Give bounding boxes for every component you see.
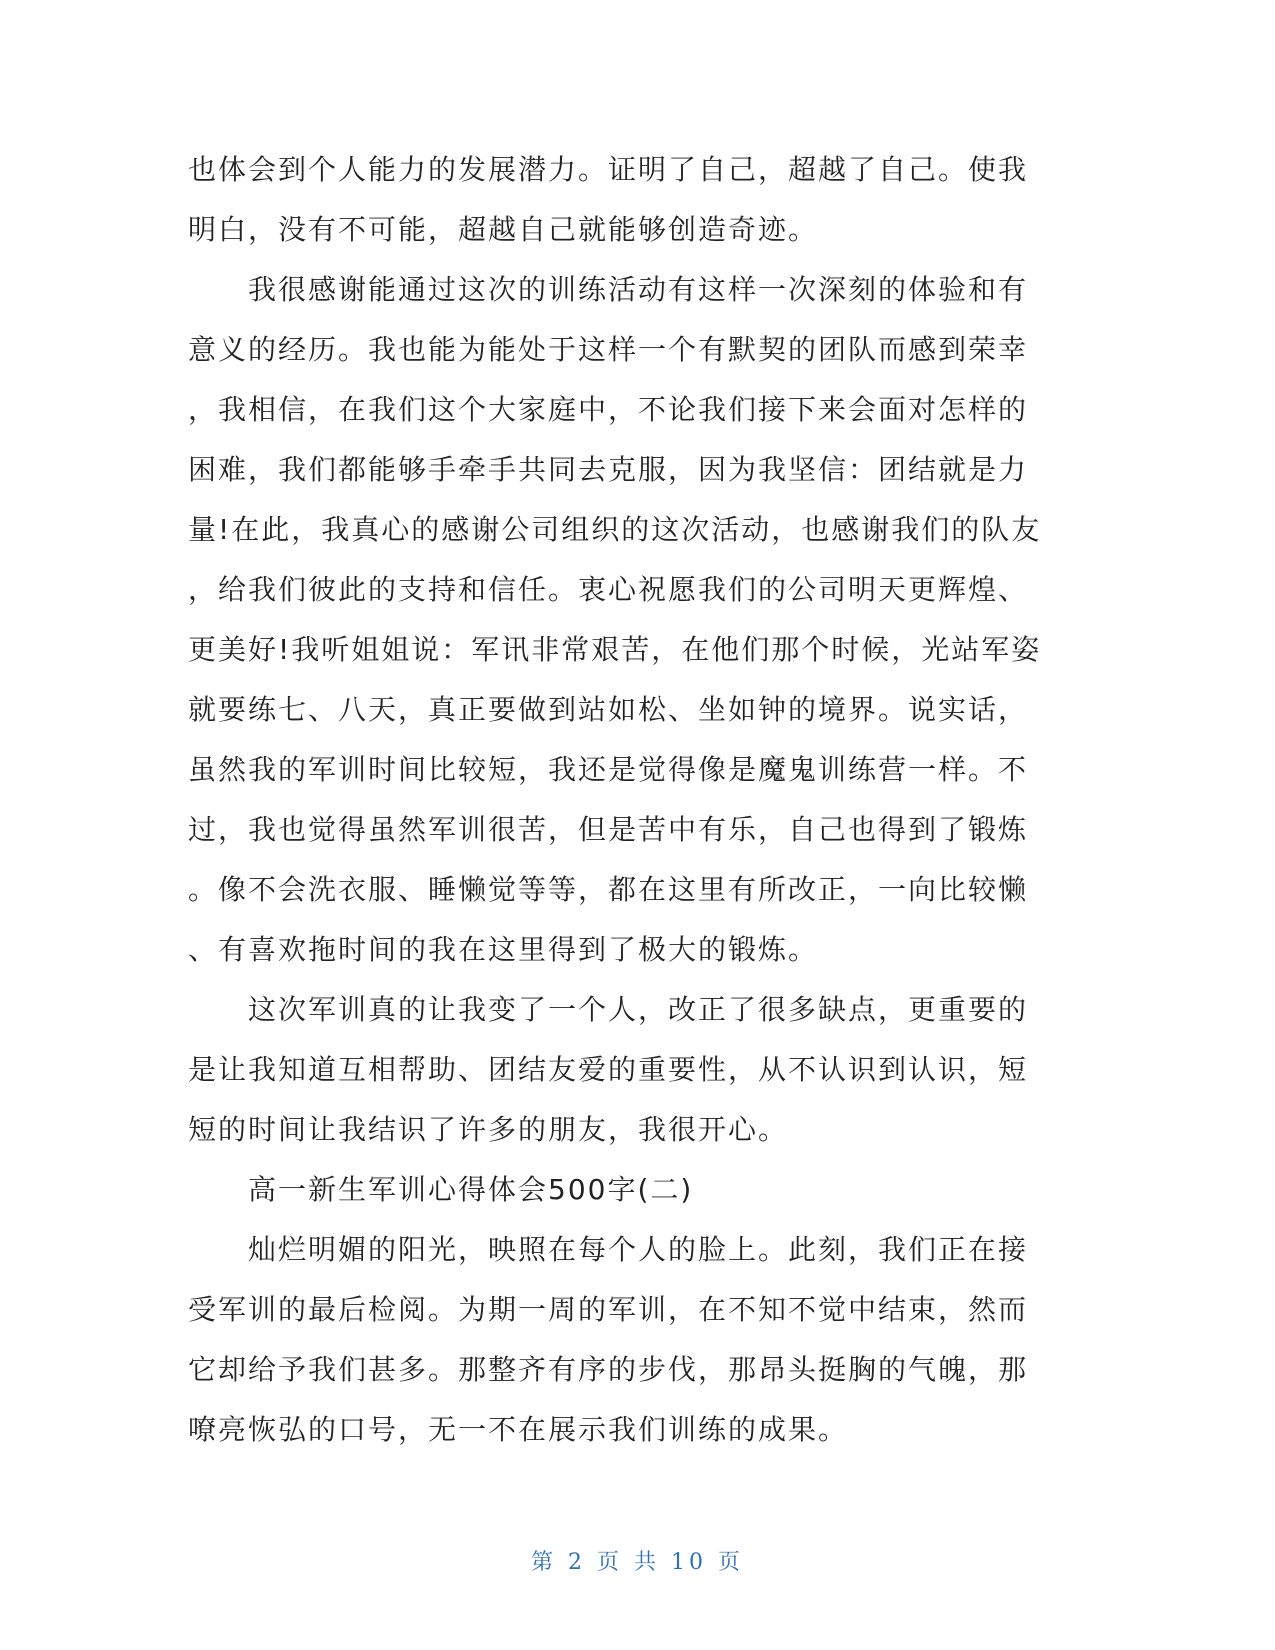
document-body [188,140,1068,1460]
text-line: ，我相信，在我们这个大家庭中，不论我们接下来会面对怎样的 [188,393,1029,426]
text-line: 它却给予我们甚多。那整齐有序的步伐，那昂头挺胸的气魄，那 [188,1353,1029,1386]
text-line: 也体会到个人能力的发展潜力。证明了自己，超越了自己。使我 [188,153,1029,186]
page-number-footer: 第 2 页 共 10 页 [531,1550,744,1575]
text-line: 虽然我的军训时间比较短，我还是觉得像是魔鬼训练营一样。不 [188,753,1029,786]
text-line: 。像不会洗衣服、睡懒觉等等，都在这里有所改正，一向比较懒 [188,873,1029,906]
text-line: 明白，没有不可能，超越自己就能够创造奇迹。 [188,213,819,246]
text-line: ，给我们彼此的支持和信任。衷心祝愿我们的公司明天更辉煌、 [188,573,1029,606]
section-heading: 高一新生军训心得体会500字(二) [188,1173,694,1206]
text-line: 就要练七、八天，真正要做到站如松、坐如钟的境界。说实话， [188,693,1029,726]
text-line: 灿烂明媚的阳光，映照在每个人的脸上。此刻，我们正在接 [188,1233,1029,1266]
text-line: 、有喜欢拖时间的我在这里得到了极大的锻炼。 [188,933,819,966]
text-line: 这次军训真的让我变了一个人，改正了很多缺点，更重要的 [188,993,1029,1026]
text-line: 短的时间让我结识了许多的朋友，我很开心。 [188,1113,789,1146]
text-line: 意义的经历。我也能为能处于这样一个有默契的团队而感到荣幸 [188,333,1029,366]
text-line: 困难，我们都能够手牵手共同去克服，因为我坚信：团结就是力 [188,453,1029,486]
text-line: 是让我知道互相帮助、团结友爱的重要性，从不认识到认识，短 [188,1053,1029,1086]
text-line: 我很感谢能通过这次的训练活动有这样一次深刻的体验和有 [188,273,1029,306]
text-line: 嘹亮恢弘的口号，无一不在展示我们训练的成果。 [188,1413,849,1446]
text-line: 量!在此，我真心的感谢公司组织的这次活动，也感谢我们的队友 [188,513,1042,546]
text-line: 过，我也觉得虽然军训很苦，但是苦中有乐，自己也得到了锻炼 [188,813,1029,846]
text-line: 受军训的最后检阅。为期一周的军训，在不知不觉中结束，然而 [188,1293,1029,1326]
text-line: 更美好!我听姐姐说：军讯非常艰苦，在他们那个时候，光站军姿 [188,633,1042,666]
